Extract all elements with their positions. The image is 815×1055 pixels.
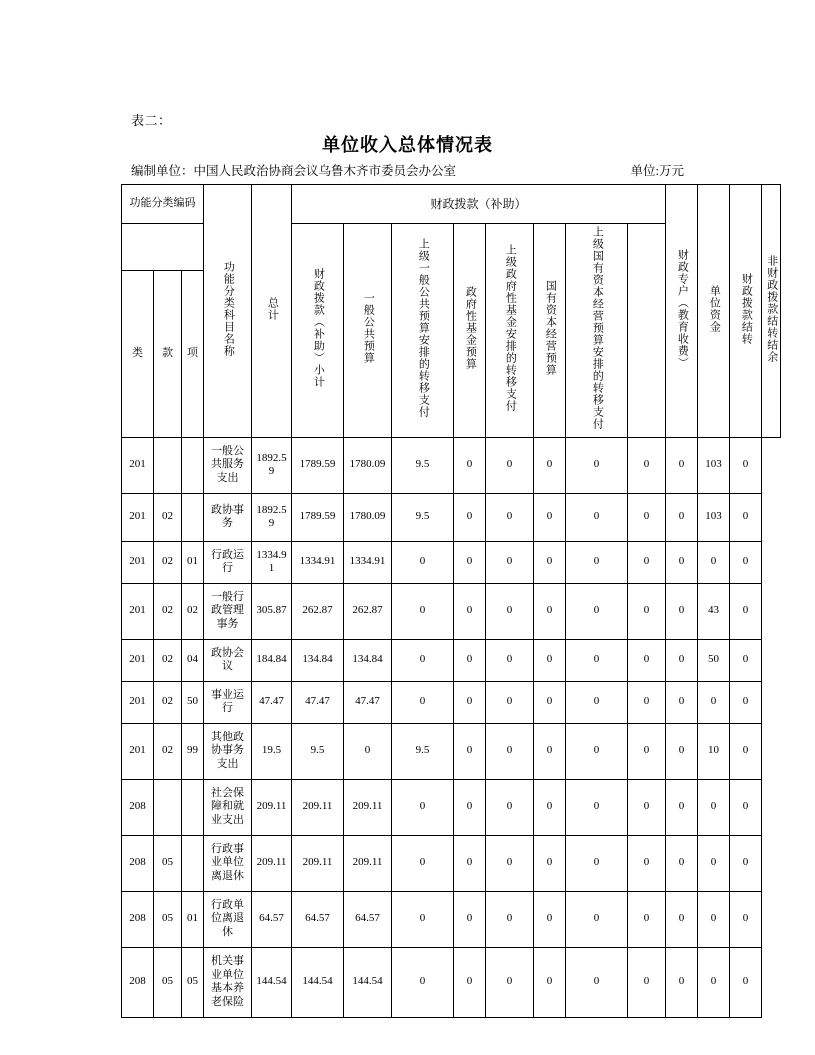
cell-lei: 201 — [122, 723, 154, 779]
cell-gov-fund-budget: 0 — [454, 583, 486, 639]
header-gov-fund-budget: 政府性基金预算 — [454, 224, 486, 438]
cell-fiscal-carryover: 103 — [698, 437, 730, 493]
cell-upper-gov-fund-transfer: 0 — [486, 583, 534, 639]
cell-unit-funds: 0 — [666, 437, 698, 493]
cell-xiang: 99 — [182, 723, 204, 779]
cell-total: 209.11 — [252, 835, 292, 891]
cell-nonfiscal-carryover: 0 — [730, 493, 762, 541]
cell-nonfiscal-carryover: 0 — [730, 891, 762, 947]
cell-gov-fund-budget: 0 — [454, 947, 486, 1017]
cell-fiscal-sub: 1789.59 — [292, 493, 344, 541]
cell-state-capital: 0 — [534, 835, 566, 891]
table-header-row-1 — [122, 185, 781, 224]
cell-kuan — [154, 437, 182, 493]
cell-kuan: 05 — [154, 891, 182, 947]
cell-total: 1892.59 — [252, 437, 292, 493]
header-upper-state-capital-transfer: 上级国有资本经营预算安排的转移支付 — [566, 224, 628, 438]
cell-nonfiscal-carryover: 0 — [730, 583, 762, 639]
cell-total: 1334.91 — [252, 541, 292, 583]
cell-nonfiscal-carryover: 0 — [730, 835, 762, 891]
cell-fiscal-sub: 64.57 — [292, 891, 344, 947]
cell-upper-state-capital-transfer: 0 — [566, 947, 628, 1017]
cell-general-public: 1780.09 — [344, 437, 392, 493]
cell-upper-gov-fund-transfer: 0 — [486, 681, 534, 723]
table-row — [122, 493, 781, 541]
cell-upper-state-capital-transfer: 0 — [566, 639, 628, 681]
cell-upper-general-transfer: 0 — [392, 541, 454, 583]
cell-gov-fund-budget: 0 — [454, 437, 486, 493]
cell-nonfiscal-carryover: 0 — [730, 437, 762, 493]
cell-upper-gov-fund-transfer: 0 — [486, 947, 534, 1017]
cell-gov-fund-budget: 0 — [454, 541, 486, 583]
cell-fiscal-sub: 1334.91 — [292, 541, 344, 583]
form-number: 表二： — [131, 113, 172, 128]
header-unit-funds: 单位资金 — [698, 185, 730, 438]
cell-xiang — [182, 779, 204, 835]
cell-upper-general-transfer: 9.5 — [392, 723, 454, 779]
cell-special-account: 0 — [628, 493, 666, 541]
cell-lei: 201 — [122, 541, 154, 583]
cell-lei: 201 — [122, 493, 154, 541]
cell-gov-fund-budget: 0 — [454, 681, 486, 723]
cell-unit-funds: 0 — [666, 723, 698, 779]
cell-upper-general-transfer: 0 — [392, 947, 454, 1017]
cell-fiscal-sub: 134.84 — [292, 639, 344, 681]
cell-unit-funds: 0 — [666, 947, 698, 1017]
cell-upper-general-transfer: 0 — [392, 681, 454, 723]
cell-kuan: 02 — [154, 583, 182, 639]
cell-fiscal-carryover: 0 — [698, 835, 730, 891]
header-upper-gov-fund-transfer: 上级政府性基金安排的转移支付 — [486, 224, 534, 438]
cell-total: 64.57 — [252, 891, 292, 947]
cell-fiscal-carryover: 0 — [698, 541, 730, 583]
cell-total: 47.47 — [252, 681, 292, 723]
cell-state-capital: 0 — [534, 493, 566, 541]
cell-fiscal-sub: 47.47 — [292, 681, 344, 723]
cell-gov-fund-budget: 0 — [454, 639, 486, 681]
cell-total: 144.54 — [252, 947, 292, 1017]
cell-upper-state-capital-transfer: 0 — [566, 493, 628, 541]
cell-kuan: 02 — [154, 681, 182, 723]
header-xiang: 项 — [182, 271, 204, 437]
cell-fiscal-carryover: 0 — [698, 947, 730, 1017]
cell-subject-name: 事业运行 — [204, 681, 252, 723]
cell-gov-fund-budget: 0 — [454, 891, 486, 947]
cell-general-public: 134.84 — [344, 639, 392, 681]
cell-kuan: 02 — [154, 723, 182, 779]
cell-kuan: 02 — [154, 639, 182, 681]
cell-subject-name: 一般行政管理事务 — [204, 583, 252, 639]
cell-unit-funds: 0 — [666, 891, 698, 947]
cell-subject-name: 一般公共服务支出 — [204, 437, 252, 493]
cell-gov-fund-budget: 0 — [454, 835, 486, 891]
cell-nonfiscal-carryover: 0 — [730, 947, 762, 1017]
table-row — [122, 541, 781, 583]
cell-subject-name: 政协会议 — [204, 639, 252, 681]
cell-fiscal-carryover: 50 — [698, 639, 730, 681]
cell-fiscal-carryover: 0 — [698, 891, 730, 947]
compiler-unit-label: 编制单位：中国人民政治协商会议乌鲁木齐市委员会办公室 — [131, 164, 457, 178]
cell-upper-state-capital-transfer: 0 — [566, 835, 628, 891]
cell-xiang: 04 — [182, 639, 204, 681]
cell-upper-gov-fund-transfer: 0 — [486, 493, 534, 541]
table-row — [122, 583, 781, 639]
cell-kuan: 05 — [154, 835, 182, 891]
cell-nonfiscal-carryover: 0 — [730, 723, 762, 779]
table-row — [122, 639, 781, 681]
cell-nonfiscal-carryover: 0 — [730, 779, 762, 835]
cell-lei: 208 — [122, 779, 154, 835]
cell-fiscal-carryover: 0 — [698, 681, 730, 723]
cell-fiscal-sub: 209.11 — [292, 779, 344, 835]
cell-gov-fund-budget: 0 — [454, 779, 486, 835]
cell-xiang — [182, 437, 204, 493]
table-row — [122, 947, 781, 1017]
header-subject-name: 功能分类科目名称 — [204, 185, 252, 438]
cell-lei: 208 — [122, 947, 154, 1017]
cell-special-account: 0 — [628, 779, 666, 835]
table-row — [122, 681, 781, 723]
cell-upper-state-capital-transfer: 0 — [566, 681, 628, 723]
cell-general-public: 262.87 — [344, 583, 392, 639]
header-fiscal-sub: 财政拨款（补助）小计 — [292, 224, 344, 438]
cell-xiang: 05 — [182, 947, 204, 1017]
cell-state-capital: 0 — [534, 779, 566, 835]
cell-total: 184.84 — [252, 639, 292, 681]
cell-upper-gov-fund-transfer: 0 — [486, 639, 534, 681]
cell-unit-funds: 0 — [666, 583, 698, 639]
cell-xiang: 50 — [182, 681, 204, 723]
cell-lei: 201 — [122, 437, 154, 493]
cell-lei: 201 — [122, 681, 154, 723]
cell-fiscal-sub: 209.11 — [292, 835, 344, 891]
cell-fiscal-carryover: 103 — [698, 493, 730, 541]
cell-kuan: 05 — [154, 947, 182, 1017]
header-state-capital: 国有资本经营预算 — [534, 224, 566, 438]
cell-general-public: 64.57 — [344, 891, 392, 947]
cell-xiang — [182, 835, 204, 891]
cell-upper-general-transfer: 0 — [392, 891, 454, 947]
table-body — [122, 437, 781, 1017]
cell-upper-gov-fund-transfer: 0 — [486, 891, 534, 947]
header-lei: 类 — [122, 271, 154, 437]
header-fiscal-carryover: 财政拨款结转 — [730, 185, 762, 438]
cell-upper-gov-fund-transfer: 0 — [486, 723, 534, 779]
cell-gov-fund-budget: 0 — [454, 723, 486, 779]
cell-total: 305.87 — [252, 583, 292, 639]
cell-kuan — [154, 779, 182, 835]
cell-lei: 208 — [122, 891, 154, 947]
cell-nonfiscal-carryover: 0 — [730, 639, 762, 681]
cell-general-public: 209.11 — [344, 835, 392, 891]
cell-upper-state-capital-transfer: 0 — [566, 437, 628, 493]
cell-unit-funds: 0 — [666, 779, 698, 835]
cell-state-capital: 0 — [534, 723, 566, 779]
cell-state-capital: 0 — [534, 639, 566, 681]
cell-special-account: 0 — [628, 891, 666, 947]
cell-state-capital: 0 — [534, 681, 566, 723]
cell-kuan: 02 — [154, 541, 182, 583]
subheader-line — [131, 161, 684, 179]
cell-lei: 201 — [122, 639, 154, 681]
cell-state-capital: 0 — [534, 437, 566, 493]
cell-upper-gov-fund-transfer: 0 — [486, 437, 534, 493]
cell-total: 1892.59 — [252, 493, 292, 541]
cell-nonfiscal-carryover: 0 — [730, 681, 762, 723]
header-kuan: 款 — [154, 271, 182, 437]
cell-state-capital: 0 — [534, 541, 566, 583]
cell-xiang — [182, 493, 204, 541]
cell-general-public: 1334.91 — [344, 541, 392, 583]
cell-upper-general-transfer: 9.5 — [392, 493, 454, 541]
table-row — [122, 891, 781, 947]
cell-subject-name: 政协事务 — [204, 493, 252, 541]
cell-unit-funds: 0 — [666, 835, 698, 891]
header-nonfiscal-carryover: 非财政拨款结转结余 — [762, 185, 781, 438]
cell-subject-name: 行政事业单位离退休 — [204, 835, 252, 891]
cell-special-account: 0 — [628, 437, 666, 493]
cell-xiang: 02 — [182, 583, 204, 639]
cell-gov-fund-budget: 0 — [454, 493, 486, 541]
header-func-code-sub — [122, 224, 204, 271]
cell-kuan: 02 — [154, 493, 182, 541]
cell-unit-funds: 0 — [666, 493, 698, 541]
table-row — [122, 835, 781, 891]
cell-upper-gov-fund-transfer: 0 — [486, 835, 534, 891]
cell-xiang: 01 — [182, 891, 204, 947]
cell-upper-general-transfer: 0 — [392, 779, 454, 835]
cell-general-public: 144.54 — [344, 947, 392, 1017]
header-func-code-group: 功能分类编码 — [122, 185, 204, 224]
cell-state-capital: 0 — [534, 891, 566, 947]
cell-general-public: 0 — [344, 723, 392, 779]
cell-subject-name: 机关事业单位基本养老保险 — [204, 947, 252, 1017]
cell-upper-state-capital-transfer: 0 — [566, 891, 628, 947]
cell-special-account: 0 — [628, 639, 666, 681]
cell-state-capital: 0 — [534, 583, 566, 639]
cell-special-account: 0 — [628, 583, 666, 639]
cell-fiscal-sub: 1789.59 — [292, 437, 344, 493]
cell-fiscal-carryover: 10 — [698, 723, 730, 779]
page-title: 单位收入总体情况表 — [322, 135, 493, 155]
cell-fiscal-carryover: 43 — [698, 583, 730, 639]
cell-special-account: 0 — [628, 947, 666, 1017]
cell-lei: 201 — [122, 583, 154, 639]
cell-upper-general-transfer: 0 — [392, 639, 454, 681]
cell-special-account: 0 — [628, 835, 666, 891]
header-total: 总计 — [252, 185, 292, 438]
cell-fiscal-carryover: 0 — [698, 779, 730, 835]
cell-upper-state-capital-transfer: 0 — [566, 723, 628, 779]
cell-upper-general-transfer: 9.5 — [392, 437, 454, 493]
cell-special-account: 0 — [628, 541, 666, 583]
cell-unit-funds: 0 — [666, 541, 698, 583]
cell-upper-state-capital-transfer: 0 — [566, 541, 628, 583]
cell-general-public: 209.11 — [344, 779, 392, 835]
cell-fiscal-sub: 262.87 — [292, 583, 344, 639]
amount-unit-label: 单位:万元 — [630, 164, 684, 178]
cell-general-public: 47.47 — [344, 681, 392, 723]
cell-total: 19.5 — [252, 723, 292, 779]
cell-upper-general-transfer: 0 — [392, 835, 454, 891]
cell-subject-name: 行政单位离退休 — [204, 891, 252, 947]
cell-subject-name: 其他政协事务支出 — [204, 723, 252, 779]
cell-unit-funds: 0 — [666, 639, 698, 681]
cell-xiang: 01 — [182, 541, 204, 583]
cell-state-capital: 0 — [534, 947, 566, 1017]
cell-unit-funds: 0 — [666, 681, 698, 723]
cell-general-public: 1780.09 — [344, 493, 392, 541]
cell-fiscal-sub: 144.54 — [292, 947, 344, 1017]
cell-lei: 208 — [122, 835, 154, 891]
header-special-account: 财政专户（教育收费） — [666, 185, 698, 438]
cell-nonfiscal-carryover: 0 — [730, 541, 762, 583]
cell-upper-gov-fund-transfer: 0 — [486, 779, 534, 835]
table-row — [122, 723, 781, 779]
cell-special-account: 0 — [628, 681, 666, 723]
header-upper-general-transfer: 上级一般公共预算安排的转移支付 — [392, 224, 454, 438]
cell-upper-gov-fund-transfer: 0 — [486, 541, 534, 583]
cell-upper-general-transfer: 0 — [392, 583, 454, 639]
income-summary-table — [121, 184, 781, 1018]
cell-upper-state-capital-transfer: 0 — [566, 779, 628, 835]
cell-special-account: 0 — [628, 723, 666, 779]
cell-subject-name: 社会保障和就业支出 — [204, 779, 252, 835]
cell-upper-state-capital-transfer: 0 — [566, 583, 628, 639]
header-general-public: 一般公共预算 — [344, 224, 392, 438]
cell-fiscal-sub: 9.5 — [292, 723, 344, 779]
cell-total: 209.11 — [252, 779, 292, 835]
header-fiscal-group: 财政拨款（补助） — [292, 185, 666, 224]
table-row — [122, 779, 781, 835]
table-row — [122, 437, 781, 493]
cell-subject-name: 行政运行 — [204, 541, 252, 583]
